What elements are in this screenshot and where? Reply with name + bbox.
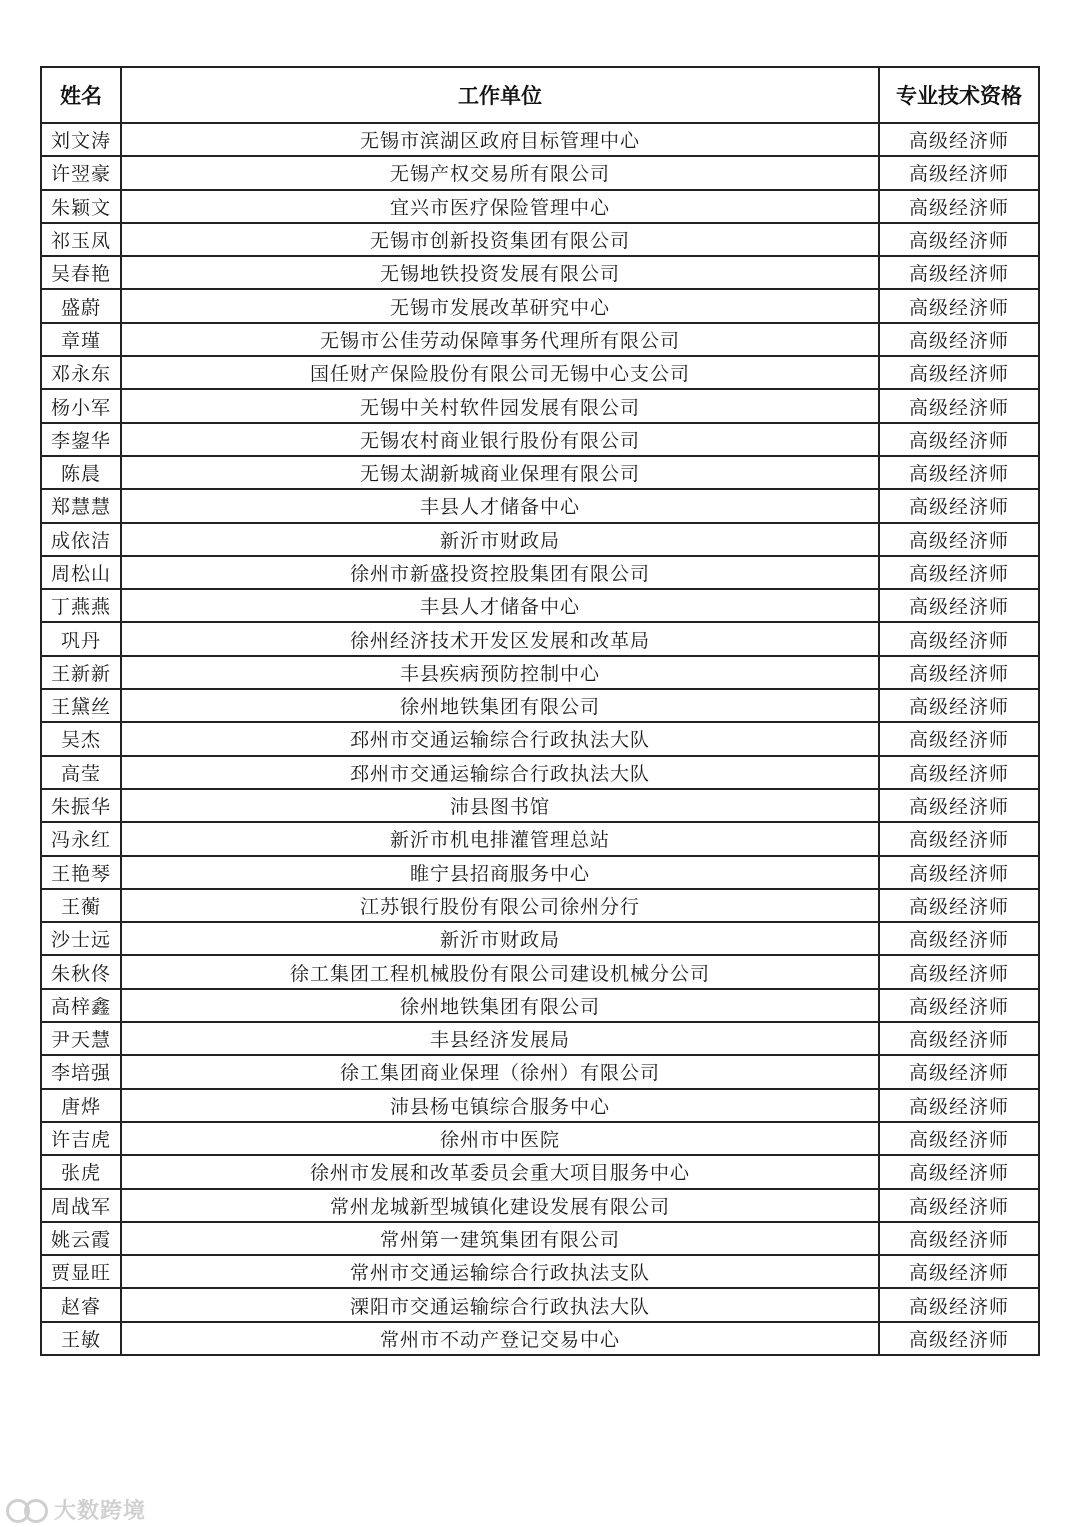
cell-employer: 常州龙城新型城镇化建设发展有限公司 [121,1189,879,1222]
cell-qualification: 高级经济师 [879,1255,1039,1288]
cell-name: 刘文涛 [41,123,121,156]
table-row [41,1322,1039,1355]
table-row [41,190,1039,223]
cell-employer: 新沂市财政局 [121,523,879,556]
table-row [41,1155,1039,1188]
cell-qualification: 高级经济师 [879,722,1039,755]
cell-qualification: 高级经济师 [879,456,1039,489]
cell-name: 王艳琴 [41,856,121,889]
cell-qualification: 高级经济师 [879,889,1039,922]
table-row [41,156,1039,189]
cell-name: 赵睿 [41,1288,121,1321]
cell-name: 吴春艳 [41,256,121,289]
cell-employer: 徐州市发展和改革委员会重大项目服务中心 [121,1155,879,1188]
table-row [41,1288,1039,1321]
cell-employer: 溧阳市交通运输综合行政执法大队 [121,1288,879,1321]
cell-employer: 徐州经济技术开发区发展和改革局 [121,622,879,655]
cell-employer: 徐州市新盛投资控股集团有限公司 [121,556,879,589]
cell-name: 朱振华 [41,789,121,822]
cell-qualification: 高级经济师 [879,789,1039,822]
cell-employer: 无锡产权交易所有限公司 [121,156,879,189]
cell-employer: 沛县杨屯镇综合服务中心 [121,1089,879,1122]
cell-qualification: 高级经济师 [879,1322,1039,1355]
watermark-text: 大数跨境 [54,1499,147,1524]
cell-name: 张虎 [41,1155,121,1188]
cell-employer: 新沂市机电排灌管理总站 [121,822,879,855]
cell-qualification: 高级经济师 [879,423,1039,456]
cell-employer: 丰县经济发展局 [121,1022,879,1055]
cell-qualification: 高级经济师 [879,1122,1039,1155]
cell-name: 吴杰 [41,722,121,755]
cell-qualification: 高级经济师 [879,256,1039,289]
cell-name: 高莹 [41,756,121,789]
cell-name: 沙士远 [41,922,121,955]
cell-name: 冯永红 [41,822,121,855]
table-row [41,256,1039,289]
cell-name: 贾显旺 [41,1255,121,1288]
cell-name: 王敏 [41,1322,121,1355]
watermark-logo-icon [6,1497,50,1523]
header-qualification: 专业技术资格 [879,67,1039,123]
qualification-table [40,66,1040,1356]
cell-qualification: 高级经济师 [879,656,1039,689]
cell-employer: 江苏银行股份有限公司徐州分行 [121,889,879,922]
cell-employer: 常州市不动产登记交易中心 [121,1322,879,1355]
table-row [41,656,1039,689]
cell-employer: 常州市交通运输综合行政执法支队 [121,1255,879,1288]
cell-qualification: 高级经济师 [879,822,1039,855]
cell-qualification: 高级经济师 [879,622,1039,655]
cell-qualification: 高级经济师 [879,1288,1039,1321]
cell-qualification: 高级经济师 [879,223,1039,256]
table-row [41,389,1039,422]
table-row [41,722,1039,755]
cell-name: 周松山 [41,556,121,589]
cell-qualification: 高级经济师 [879,589,1039,622]
cell-employer: 徐州地铁集团有限公司 [121,689,879,722]
table-row [41,756,1039,789]
table-row [41,955,1039,988]
table-row [41,223,1039,256]
table-row [41,456,1039,489]
cell-name: 朱秋佟 [41,955,121,988]
cell-name: 杨小军 [41,389,121,422]
cell-employer: 徐州地铁集团有限公司 [121,989,879,1022]
cell-name: 王黛丝 [41,689,121,722]
table-row [41,423,1039,456]
table-row [41,622,1039,655]
table-row [41,123,1039,156]
cell-name: 唐烨 [41,1089,121,1122]
cell-employer: 新沂市财政局 [121,922,879,955]
cell-employer: 睢宁县招商服务中心 [121,856,879,889]
table-row [41,1122,1039,1155]
cell-employer: 徐工集团工程机械股份有限公司建设机械分公司 [121,955,879,988]
cell-employer: 丰县人才储备中心 [121,489,879,522]
table-row [41,1189,1039,1222]
cell-name: 周战军 [41,1189,121,1222]
table-row [41,1022,1039,1055]
cell-employer: 徐州市中医院 [121,1122,879,1155]
cell-employer: 丰县疾病预防控制中心 [121,656,879,689]
cell-name: 盛蔚 [41,289,121,322]
cell-name: 章瑾 [41,323,121,356]
cell-name: 巩丹 [41,622,121,655]
table-row [41,1089,1039,1122]
cell-name: 成依洁 [41,523,121,556]
cell-employer: 邳州市交通运输综合行政执法大队 [121,756,879,789]
cell-qualification: 高级经济师 [879,356,1039,389]
cell-qualification: 高级经济师 [879,856,1039,889]
cell-name: 许吉虎 [41,1122,121,1155]
table-row [41,989,1039,1022]
table-row [41,922,1039,955]
table-row [41,889,1039,922]
cell-qualification: 高级经济师 [879,1189,1039,1222]
cell-name: 李鋆华 [41,423,121,456]
table-row [41,1055,1039,1088]
table-row [41,689,1039,722]
cell-employer: 无锡中关村软件园发展有限公司 [121,389,879,422]
cell-qualification: 高级经济师 [879,190,1039,223]
watermark [6,1494,146,1525]
table-header-row [41,67,1039,123]
cell-employer: 无锡地铁投资发展有限公司 [121,256,879,289]
table-row [41,489,1039,522]
cell-qualification: 高级经济师 [879,756,1039,789]
table-row [41,556,1039,589]
table-row [41,1255,1039,1288]
cell-qualification: 高级经济师 [879,289,1039,322]
header-employer: 工作单位 [121,67,879,123]
cell-employer: 国任财产保险股份有限公司无锡中心支公司 [121,356,879,389]
cell-employer: 无锡市创新投资集团有限公司 [121,223,879,256]
table-row [41,289,1039,322]
cell-qualification: 高级经济师 [879,955,1039,988]
cell-qualification: 高级经济师 [879,989,1039,1022]
cell-qualification: 高级经济师 [879,1055,1039,1088]
cell-name: 邓永东 [41,356,121,389]
cell-qualification: 高级经济师 [879,1222,1039,1255]
cell-employer: 无锡市滨湖区政府目标管理中心 [121,123,879,156]
cell-qualification: 高级经济师 [879,1155,1039,1188]
table-row [41,323,1039,356]
cell-name: 朱颖文 [41,190,121,223]
cell-name: 陈晨 [41,456,121,489]
header-name: 姓名 [41,67,121,123]
cell-name: 高梓鑫 [41,989,121,1022]
cell-employer: 邳州市交通运输综合行政执法大队 [121,722,879,755]
cell-qualification: 高级经济师 [879,123,1039,156]
cell-employer: 常州第一建筑集团有限公司 [121,1222,879,1255]
cell-name: 郑慧慧 [41,489,121,522]
table-row [41,789,1039,822]
cell-qualification: 高级经济师 [879,523,1039,556]
table-body [41,123,1039,1355]
cell-qualification: 高级经济师 [879,1022,1039,1055]
cell-qualification: 高级经济师 [879,323,1039,356]
table-row [41,822,1039,855]
cell-employer: 沛县图书馆 [121,789,879,822]
cell-employer: 无锡农村商业银行股份有限公司 [121,423,879,456]
cell-employer: 丰县人才储备中心 [121,589,879,622]
cell-employer: 无锡市发展改革研究中心 [121,289,879,322]
cell-name: 祁玉凤 [41,223,121,256]
cell-qualification: 高级经济师 [879,489,1039,522]
cell-qualification: 高级经济师 [879,156,1039,189]
cell-name: 丁燕燕 [41,589,121,622]
cell-qualification: 高级经济师 [879,1089,1039,1122]
cell-employer: 宜兴市医疗保险管理中心 [121,190,879,223]
cell-name: 许翌豪 [41,156,121,189]
table-row [41,356,1039,389]
cell-employer: 徐工集团商业保理（徐州）有限公司 [121,1055,879,1088]
table-row [41,1222,1039,1255]
cell-name: 王蘅 [41,889,121,922]
table-row [41,589,1039,622]
cell-qualification: 高级经济师 [879,389,1039,422]
cell-name: 姚云霞 [41,1222,121,1255]
cell-name: 李培强 [41,1055,121,1088]
cell-employer: 无锡市公佳劳动保障事务代理所有限公司 [121,323,879,356]
cell-name: 王新新 [41,656,121,689]
cell-name: 尹天慧 [41,1022,121,1055]
table-row [41,856,1039,889]
cell-qualification: 高级经济师 [879,689,1039,722]
cell-qualification: 高级经济师 [879,922,1039,955]
cell-qualification: 高级经济师 [879,556,1039,589]
table-row [41,523,1039,556]
cell-employer: 无锡太湖新城商业保理有限公司 [121,456,879,489]
